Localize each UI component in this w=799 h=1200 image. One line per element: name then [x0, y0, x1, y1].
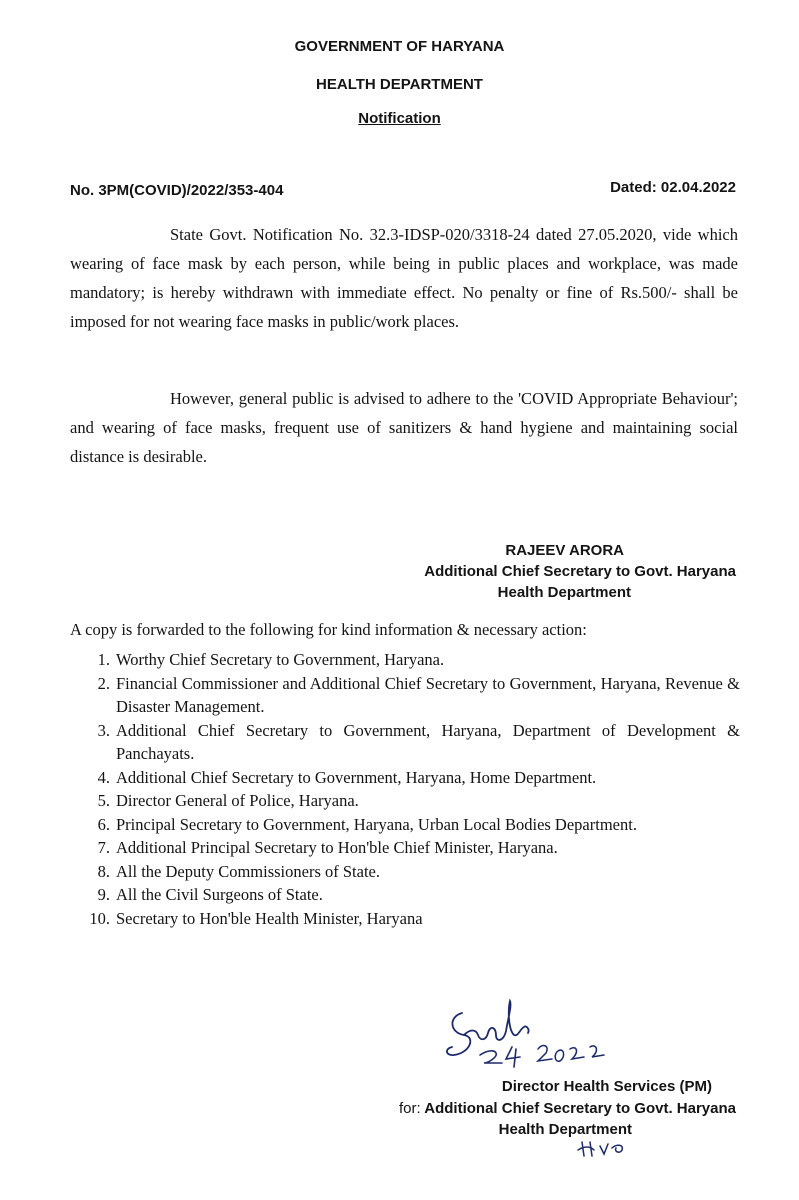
- signatory-block: [424, 540, 736, 603]
- list-item-text: Director General of Police, Haryana.: [116, 791, 359, 810]
- list-item: [70, 883, 740, 907]
- list-item-number: 7.: [97, 838, 110, 857]
- list-item-text: Principal Secretary to Government, Haryana, Urban Local Bodies Department.: [116, 814, 637, 834]
- signatory-dept: Health Department: [497, 584, 631, 601]
- list-item: [70, 672, 740, 719]
- signatory-block-2: [399, 1076, 736, 1141]
- list-item-number: 4.: [97, 767, 110, 787]
- body-paragraph-1-text: State Govt. Notification No. 32.3-IDSP-020/3318-24 dated 27.05.2020, vide which wearing of face mask by each person, while being in public places and workplace, was made mandatory; is hereby withdrawn with immediate effect. No penalty or fine of Rs.500/- shall be imposed for not wearing face masks in public/work places.: [70, 225, 738, 331]
- list-item: [70, 813, 740, 837]
- list-item: [70, 648, 740, 672]
- list-item: [70, 789, 740, 813]
- initials-mark: [572, 1136, 634, 1162]
- signatory-title: Additional Chief Secretary to Govt. Haryana: [424, 563, 736, 580]
- body-paragraph-2: [70, 384, 738, 471]
- list-item-text: Financial Commissioner and Additional Chief Secretary to Government, Haryana, Revenue & Disaster Management.: [116, 673, 740, 716]
- list-item-number: 1.: [97, 650, 110, 669]
- list-item-number: 6.: [97, 814, 110, 834]
- list-item-text: Additional Principal Secretary to Hon'ble Chief Minister, Haryana.: [116, 838, 558, 857]
- list-item-text: All the Civil Surgeons of State.: [116, 885, 323, 904]
- list-item-text: Additional Chief Secretary to Government, Haryana, Home Department.: [116, 767, 597, 787]
- list-item: [70, 766, 740, 790]
- notification-number: No. 3PM(COVID)/2022/353-404: [70, 182, 284, 199]
- body-paragraph-1: [70, 220, 738, 336]
- list-item: [70, 860, 740, 884]
- signatory-2-office: Additional Chief Secretary to Govt. Haryana: [424, 1099, 736, 1117]
- list-item-text: Worthy Chief Secretary to Government, Haryana.: [116, 650, 445, 669]
- list-item-number: 2.: [97, 673, 110, 693]
- body-paragraph-2-text: However, general public is advised to adhere to the 'COVID Appropriate Behaviour'; and wearing of face masks, frequent use of sanitizers & hand hygiene and maintaining social distance is desirable.: [70, 389, 738, 466]
- list-item-number: 9.: [97, 885, 110, 904]
- list-item-number: 8.: [97, 861, 110, 881]
- list-item-number: 3.: [97, 720, 110, 740]
- list-item: [70, 719, 740, 766]
- handwritten-signature: [440, 995, 620, 1075]
- list-item-text: All the Deputy Commissioners of State.: [116, 861, 380, 881]
- signatory-name: RAJEEV ARORA: [505, 542, 624, 559]
- signatory-2-for-line: [399, 1098, 736, 1120]
- list-item-text: Additional Chief Secretary to Government, Haryana, Department of Development & Panchayats.: [116, 720, 740, 763]
- notification-heading: Notification: [358, 110, 441, 127]
- signatory-2-prefix: for:: [398, 1099, 421, 1117]
- notification-date: Dated: 02.04.2022: [610, 179, 736, 196]
- signatory-2-title: Director Health Services (PM): [501, 1078, 712, 1095]
- copy-intro: A copy is forwarded to the following for kind information & necessary action:: [70, 620, 587, 639]
- list-item-text: Secretary to Hon'ble Health Minister, Haryana: [116, 908, 423, 928]
- list-item-number: 10.: [89, 908, 110, 928]
- signatory-2-dept: Health Department: [498, 1121, 632, 1138]
- list-item: [70, 836, 740, 860]
- copy-list: [70, 648, 740, 930]
- govt-heading: GOVERNMENT OF HARYANA: [294, 38, 505, 55]
- list-item: [70, 907, 740, 931]
- dept-heading: HEALTH DEPARTMENT: [316, 76, 483, 93]
- list-item-number: 5.: [97, 791, 110, 810]
